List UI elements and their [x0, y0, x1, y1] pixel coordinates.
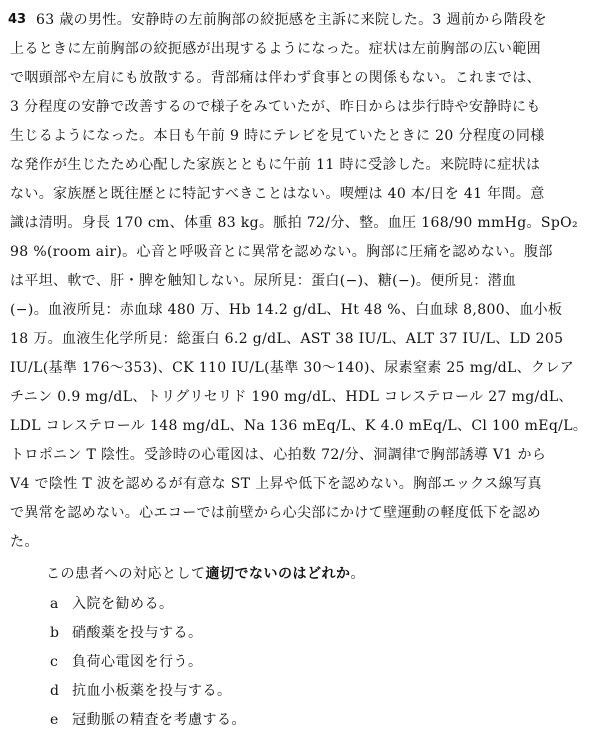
stem-line: (−)。血液所見：赤血球 480 万、Hb 14.2 g/dL、Ht 48 %、白血球 8,800、血小板: [10, 302, 563, 318]
stem-line: は平坦、軟で、肝・脾を触知しない。尿所見：蛋白(−)、糖(−)。便所見：潜血: [10, 273, 517, 289]
option-text: 負荷心電図を行う。: [72, 654, 203, 670]
stem-line: 識は清明。身長 170 cm、体重 83 kg。脈拍 72/分、整。血圧 168/90 mmHg。SpO₂: [10, 215, 578, 231]
answer-option-b[interactable]: [50, 623, 203, 643]
stem-line: で異常を認めない。心エコーでは前壁から心尖部にかけて壁運動の軽度低下を認め: [10, 505, 541, 521]
option-letter: d: [50, 683, 60, 699]
option-letter: b: [50, 625, 60, 641]
stem-line: トロポニン T 陰性。受診時の心電図は、心拍数 72/分、洞調律で胸部誘導 V1 から: [10, 447, 547, 463]
stem-line: 98 %(room air)。心音と呼吸音とに異常を認めない。胸部に圧痛を認めない。腹部: [10, 244, 553, 260]
answer-option-a[interactable]: [50, 594, 174, 614]
prompt-text: この患者への対応として: [46, 566, 206, 582]
answer-option-d[interactable]: [50, 681, 232, 701]
option-text: 硝酸薬を投与する。: [72, 625, 203, 641]
option-text: 抗血小板薬を投与する。: [72, 683, 232, 699]
stem-line: 生じるようになった。本日も午前 9 時にテレビを見ていたときに 20 分程度の同様: [10, 128, 545, 144]
stem-line: LDL コレステロール 148 mg/dL、Na 136 mEq/L、K 4.0 mEq/L、Cl 100 mEq/L。: [10, 418, 588, 434]
stem-line: ない。家族歴と既往歴とに特記すべきことはない。喫煙は 40 本/日を 41 年間。意: [10, 186, 545, 202]
stem-line: V4 で陰性 T 波を認めるが有意な ST 上昇や低下を認めない。胸部エックス線写真: [10, 476, 542, 492]
stem-line: 18 万。血液生化学所見：総蛋白 6.2 g/dL、AST 38 IU/L、ALT 37 IU/L、LD 205: [10, 331, 564, 347]
option-letter: a: [50, 596, 59, 612]
stem-line: IU/L(基準 176〜353)、CK 110 IU/L(基準 30〜140)、尿素窒素 25 mg/dL、クレア: [10, 360, 575, 376]
stem-line: な発作が生じたため心配した家族とともに午前 11 時に受診した。来院時に症状は: [10, 157, 541, 173]
stem-line: た。: [10, 534, 39, 550]
option-letter: e: [50, 712, 59, 728]
stem-line: 63 歳の男性。安静時の左前胸部の絞扼感を主訴に来院した。3 週前から階段を: [36, 12, 547, 28]
stem-line: 上るときに左前胸部の絞扼感が出現するようになった。症状は左前胸部の広い範囲: [10, 41, 541, 57]
stem-line: で咽頭部や左肩にも放散する。背部痛は伴わず食事との関係もない。これまでは、: [10, 70, 541, 86]
option-text: 入院を勧める。: [72, 596, 174, 612]
answer-option-e[interactable]: [50, 710, 246, 730]
question-prompt: [46, 564, 365, 584]
stem-line: 3 分程度の安静で改善するので様子をみていたが、昨日からは歩行時や安静時にも: [10, 99, 541, 115]
question-number: 43: [8, 12, 27, 27]
answer-option-c[interactable]: [50, 652, 203, 672]
option-letter: c: [50, 654, 59, 670]
stem-line: チニン 0.9 mg/dL、トリグリセリド 190 mg/dL、HDL コレステロール 27 mg/dL、: [10, 389, 573, 405]
prompt-end: 。: [350, 566, 365, 582]
prompt-emphasis: 適切でないのはどれか: [205, 566, 351, 582]
option-text: 冠動脈の精査を考慮する。: [72, 712, 246, 728]
